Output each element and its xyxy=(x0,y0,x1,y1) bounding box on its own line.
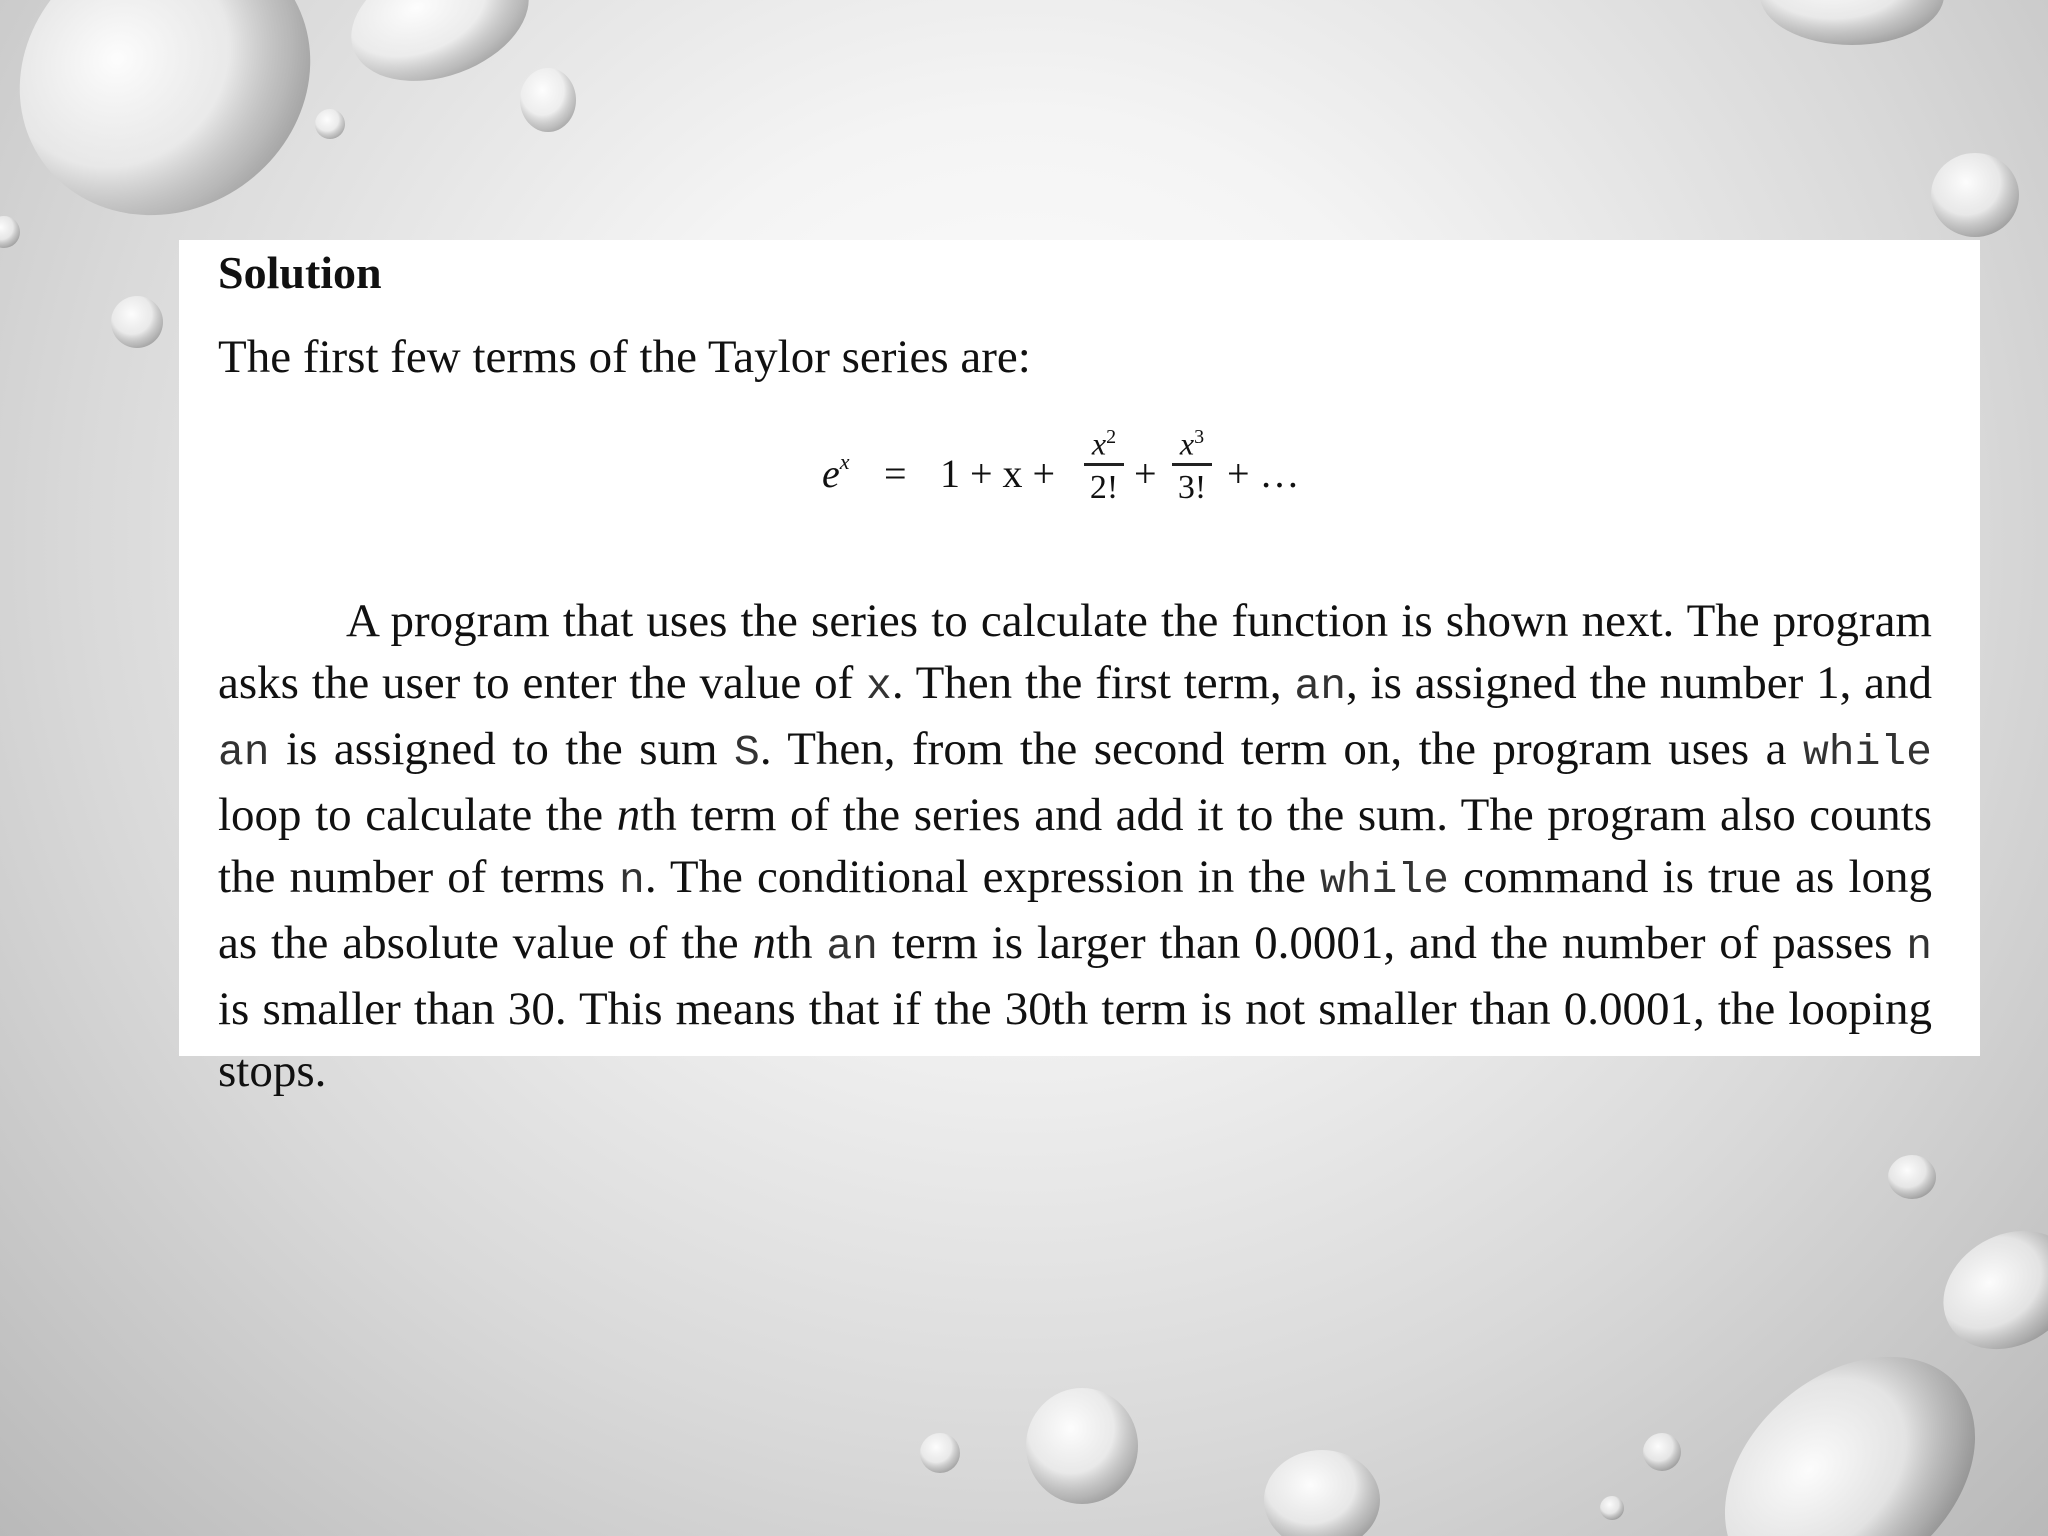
solution-heading: Solution xyxy=(218,247,382,298)
equation-plus: + xyxy=(1134,451,1157,496)
water-drop-right-small xyxy=(1888,1155,1936,1199)
water-drop-bottom-center-large xyxy=(1026,1388,1138,1504)
code-n: n xyxy=(619,856,645,905)
code-while: while xyxy=(1319,856,1449,905)
water-drop-top-small-2 xyxy=(315,109,345,139)
code-an: an xyxy=(1294,662,1347,711)
intro-sentence: The first few terms of the Taylor series are: xyxy=(218,331,1031,383)
code-s: S xyxy=(734,728,760,777)
taylor-series-equation xyxy=(822,420,1542,530)
equation-equals: = xyxy=(884,451,907,496)
equation-lhs: $e^x$ xyxy=(822,448,850,496)
code-n: n xyxy=(1906,922,1933,971)
water-drop-bottom-center-small xyxy=(920,1433,960,1473)
water-drop-top-small-1 xyxy=(520,68,576,132)
fraction-term-3: $x^3$ 3! xyxy=(1172,420,1212,506)
water-drop-top-left-large xyxy=(0,0,365,272)
code-an: an xyxy=(218,728,270,777)
water-drop-top-right-large xyxy=(1760,0,1944,45)
equation-leading-terms: 1 + x + xyxy=(940,451,1056,496)
solution-text-panel xyxy=(179,240,1980,1097)
water-drop-right-medium xyxy=(1931,153,2019,237)
water-drop-left-edge xyxy=(0,216,20,248)
water-drop-left-small xyxy=(111,296,163,348)
program-description-paragraph: A program that uses the series to calculate the function is shown next. The program asks the user to enter the value of x. Then the first term, an, is assigned the number 1, and an is assigned to the sum S. Then, from the second term on, the program uses a while loop to calculate the nth term of the series and add it to the sum. The program also counts the number of terms n. The conditional expression in the while command is true as long as the absolute value of the nth an term is larger than 0.0001, and the number of passes n is smaller than 30. This means that if the 30th term is not smaller than 0.0001, the looping stops. xyxy=(218,595,1933,1097)
code-an: an xyxy=(826,922,878,971)
water-drop-bottom-center-right xyxy=(1264,1450,1380,1536)
water-drop-top-left-medium xyxy=(334,0,547,104)
water-drop-right-edge-medium xyxy=(1922,1207,2048,1372)
water-drop-bottom-right-tiny xyxy=(1600,1496,1624,1520)
code-x: x xyxy=(866,662,892,711)
fraction-term-2: $x^2$ 2! xyxy=(1084,420,1124,506)
code-while: while xyxy=(1802,728,1932,777)
equation-trailing: + … xyxy=(1227,451,1300,496)
water-drop-bottom-right-small xyxy=(1643,1433,1681,1471)
